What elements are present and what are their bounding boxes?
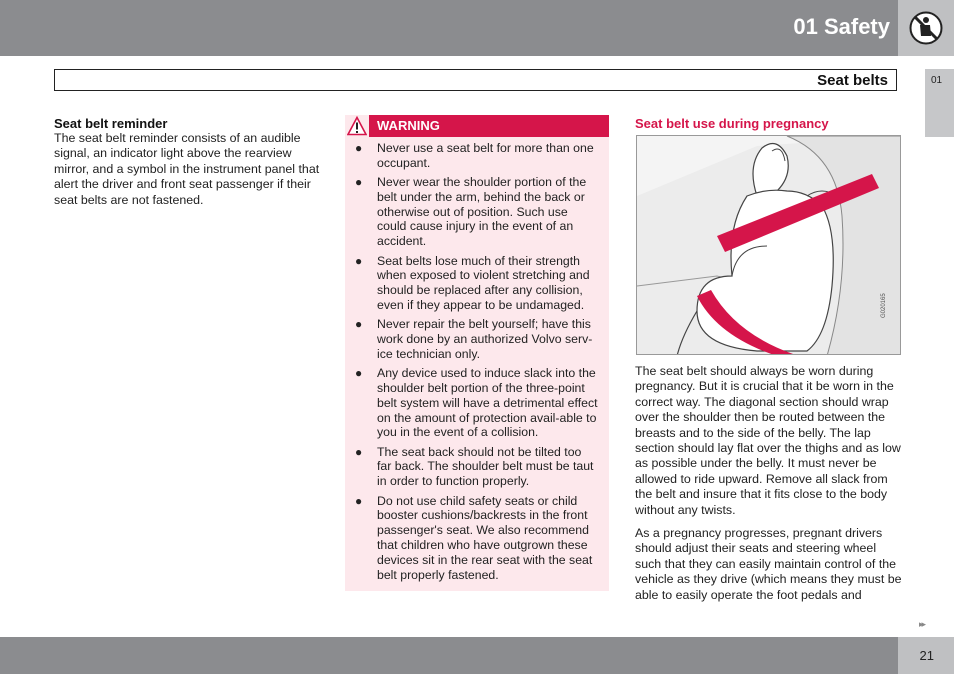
page-number: 21 [919,648,934,663]
page-number-box [898,637,954,674]
pregnancy-paragraph: As a pregnancy progresses, pregnant drivers should adjust their seats and steering wheel such that they can easily maintain control of the vehicle as they drive (which means they must be able to easily operate the foot pedals and [635,526,902,602]
warning-label: WARNING [377,118,440,133]
chapter-tab[interactable] [925,69,954,137]
warning-triangle-icon [347,116,367,136]
seat-belt-icon [909,11,943,45]
chapter-tab-label: 01 [931,75,943,86]
pregnancy-illustration [636,135,901,355]
pregnant-woman-seatbelt-illustration [637,136,901,355]
reminder-text: The seat belt reminder consists of an audible signal, an indicator light above the rearview mirror, and a symbol in the instrument panel that alert the driver and front seat passenger if their seat belts are not fastened. [54,131,320,207]
reminder-section [54,116,326,208]
warning-item: ● Never repair the belt yourself; have this work done by an authorized Volvo serv-ice technician only. [355,317,593,361]
warning-item: ● Do not use child safety seats or child booster cushions/backrests in the front passenger's seat. We also recommend that children who have outgrown these devices sit in the rear seat with the seat belt properly fastened. [355,493,593,582]
pregnancy-paragraph: The seat belt should always be worn during pregnancy. But it is crucial that it be worn in the correct way. The diagonal section should wrap over the shoulder then be routed between the breasts and to the side of the belly. The lap section should lay flat over the thighs and as low as possible under the belly. It must never be allowed to ride upward. Remove all slack from the belt and insure that it fits close to the body without any twists. [635,364,901,517]
pregnancy-text [635,364,903,611]
chapter-icon-box [898,0,954,56]
reminder-heading: Seat belt reminder [54,116,168,131]
section-title-bar [54,69,897,91]
pregnancy-heading: Seat belt use during pregnancy [635,116,829,131]
warning-item: ● Never wear the shoulder portion of the belt under the arm, behind the back or otherwise out of position. Such use could cause injury in the event of an accident. [355,175,587,249]
warning-item: ● The seat back should not be tilted too far back. The shoulder belt must be taut in order to function properly. [355,444,594,489]
warning-list [345,137,609,582]
pregnancy-section [635,116,901,131]
warning-item: ● Never use a seat belt for more than one occupant. [355,141,594,170]
page-footer [0,637,954,674]
figure-code: G020165 [881,293,887,318]
continue-arrows-icon: ▸▸ [919,619,925,629]
warning-header [345,115,609,137]
chapter-title: 01 Safety [793,14,890,39]
warning-box [345,115,609,591]
section-title: Seat belts [817,72,888,89]
warning-item: ● Seat belts lose much of their strength when exposed to violent stretching and should be replaced after any collision, even if they appear to be undamaged. [355,253,590,312]
warning-item: ● Any device used to induce slack into the shoulder belt portion of the three-point belt system will have a detrimental effect on the amount of protection avail-able to you in the event of a collision. [355,366,598,440]
warning-icon-box [345,115,369,137]
page-header [0,0,954,56]
